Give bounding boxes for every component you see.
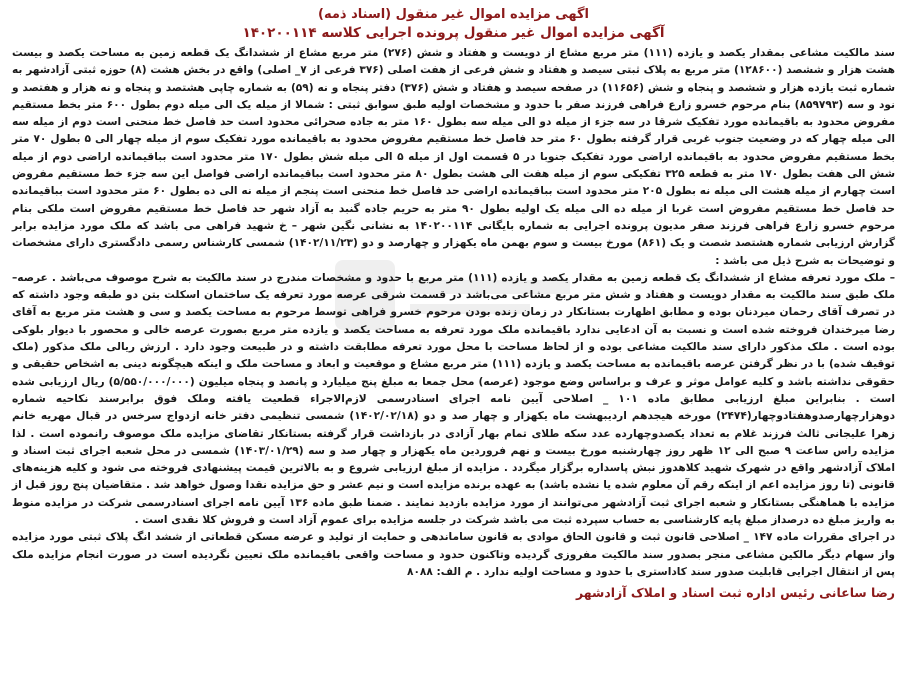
legal-notes-paragraph: در اجرای مقررات ماده ۱۴۷ _ اصلاحی قانون ثبت و قانون الحاق موادی به قانون ساماندهی و حمایت از تولید و عرضه مسکن قطعاتی از ششد انگ پلاک ثبتی مورد مزایده واز سهام دیگر مالکین مشاعی منجر بصدور سند مالکیت مفروزی گردیده وتاکنون حدود و مساحت واقعی باقیمانده ملک تعیین نگردیده است در صورت انجام مزایده ملک پس از انتقال اجرایی قابلیت صدور سند کاداستری با حدود و مساحت اولیه ندارد . م الف: ۸۰۸۸ <box>12 531 895 578</box>
notice-body <box>12 45 895 581</box>
signature: رضا ساعانی رئیس اداره ثبت اسناد و املاک آزادشهر <box>576 585 895 601</box>
notice-title: اگهی مزایده اموال غیر منقول (اسناد ذمه) <box>318 7 589 22</box>
notice-subtitle: آگهی مزایده اموال غیر منقول پرونده اجرایی کلاسه ۱۴۰۲۰۰۱۱۴ <box>242 25 665 41</box>
property-description-paragraph: سند مالکیت مشاعی بمقدار یکصد و یازده (۱۱۱) متر مربع مشاع از دویست و هفتاد و شش (۲۷۶) متر مربع مشاع از ششدانگ یک قطعه زمین به مساحت یکصد و بیست هشت هزار و ششصد (۱۲۸۶۰۰) متر مربع به پلاک ثبتی سیصد و هفتاد و شش فرعی از هفت اصلی (۳۷۶ فرعی از ۷_ اصلی) واقع در بخش هشت (۸) حوزه ثبتی آزادشهر به شماره ثبت یازده هزار و ششصد و پنجاه و شش (۱۱۶۵۶) در صفحه سیصد و هفتاد و شش (۳۷۶) دفتر پنجاه و نه (۵۹) به شماره چاپی هشتصد و پنجاه و نه هزار و هفتصد و نود و سه (۸۵۹۷۹۳) بنام مرحوم خسرو زارع فراهی فرزند صفر با حدود و مشخصات اولیه طبق سوابق ثبتی : شمالا از میله یک الی میله دوم بطول ۶۰۰ متر بخط مستقیم مفروض محدود به باقیمانده مورد تفکیک شرقا در سه جزء از میله دو الی میله سه بطول ۱۶۰ متر به جاده صحرائی محدود است حد فاصل خط منحنی است دوم از میله سه الی میله چهار که در وضعیت جنوب غربی قرار گرفته بطول ۶۰ متر حد فاصل خط مستقیم مفروض محدود به باقیمانده مورد تفکیک سوم از میله چهار الی ۵ بطول ۷۰ متر بخط مستقیم مفروض محدود به باقیمانده اراضی مورد تفکیک جنوبا در ۵ قسمت اول از میله ۵ الی میله شش بطول ۱۷۰ متر محدود است بباقیمانده اراضی دوم از میله شش الی هفت بطول ۱۷۰ متر به قطعه ۳۲۵ تفکیکی سوم از میله هفت الی هشت بطول ۸۰ متر محدود است بباقیمانده اراضی فواصل این سه جزء خط مستقیم مفروض است چهارم از میله هشت الی میله نه بطول ۲۰۵ متر محدود است بباقیمانده اراضی حد فاصل خط منحنی است پنجم از میله نه الی ده بطول ۶۰ متر محدود است بباقیمانده حد فاصل خط مستقیم مفروض است غربا از میله ده الی میله یک اولیه بطول ۹۰ متر به حریم جاده گنبد به آزاد شهر حد فاصل خط مستقیم مفروض است ملکی بنام مرحوم خسرو زارع فراهی فرزند صفر مدیون پرونده اجرایی به شماره بایگانی ۱۴۰۲۰۰۱۱۴ به نشانی نگین شهر – خ شهید فراهی می باشد که ملک مورد مزایده برابر گزارش ارزیابی شماره هشتصد شصت و یک (۸۶۱) مورخ بیست و سوم بهمن ماه یکهزار و چهارصد و دو (۱۴۰۲/۱۱/۲۳) شمسی کارشناس رسمی دادگستری دارای مشخصات و توضیحات به شرح ذیل می باشد : <box>12 47 896 267</box>
appraisal-and-auction-paragraph: – ملک مورد تعرفه مشاع از ششدانگ یک قطعه زمین به مقدار یکصد و یازده (۱۱۱) متر مربع با حدود و مشخصات مندرج در سند مالکیت به شرح موصوف می‌باشد . عرصه– ملک طبق سند مالکیت به مقدار دویست و هفتاد و شش متر مربع مشاعی می‌باشد در قسمت شرقی عرصه مورد تعرفه یک ساختمان اسکلت بتن دو طبقه وجود داشته که در تصرف آقای رحمان میردنان بوده و مطابق اظهارت بستانکار در زمان زنده بودن مرحوم خسرو فراهی توسط مرحوم به مساحت یکصد و سی و هشت متر مربع به آقای رضا میرخندان فروخته شده است و نسبت به آن ادعایی ندارد باقیمانده ملک مورد تعرفه به مساحت یکصد و یازده متر مربع بصورت عرصه خالی و محصور با دیوار بلوکی بوده است . ملک مذکور دارای سند مالکیت مشاعی بوده و از لحاظ مساحت با محل مورد تعرفه مطابقت داشته و در طبیعت وجود دارد . ارزش ریالی ملک مذکور (ملک توقیف شده) با در نظر گرفتن عرصه باقیمانده به مساحت یکصد و یازده (۱۱۱) متر مربع مشاع و موقعیت و ابعاد و مساحت ملک و اینکه هیچگونه دینی به اشخاص حقیقی و حقوقی نداشته باشد و کلیه عوامل موثر و عرف و براساس وضع موجود (عرصه) محل جمعا به مبلغ پنج میلیارد و پانصد و پنجاه میلیون (۵/۵۵۰/۰۰۰/۰۰۰) ریال ارزیابی شده است . بنابراین مبلغ ارزیابی مطابق ماده ۱۰۱ _ اصلاحی آیین نامه اجرای اسنادرسمی لازم‌الاجراء قطعیت یافته وملک فوق برابرسند نکاحیه شماره دوهزارچهارصدوهفتادوچهار(۲۴۷۴) مورخه هیجدهم اردیبهشت ماه یکهزار و چهار صد و دو (۱۴۰۲/۰۲/۱۸) شمسی تنظیمی دفتر خانه ازدواج سرخس در قبال مهریه خانم زهرا علیجانی ثالث فرزند غلام به تعداد یکصدوچهارده عدد سکه طلای تمام بهار آزادی در بازداشت قرار گرفته بستانکار تقاضای مزایده ملک موصوف رانموده است . لذا مزایده راس ساعت ۹ صبح الی ۱۲ ظهر روز چهارشنبه مورخ بیست و نهم فروردین ماه یکهزار و چهار صد و سه (۱۴۰۳/۰۱/۲۹) شمسی در محل شعبه اجرای ثبت اسناد و املاک آزادشهر واقع در شهرک شهید کلاهدوز نبش پاسداره برگزار میگردد . مزایده از مبلغ ارزیابی شروع و به بالاترین قیمت پیشنهادی فروخته می شود و کلیه هزینه‌های قانونی (تا روز مزایده اعم از اینکه رقم آن معلوم شده یا نشده باشد) به عهده برنده مزایده است و نیم عشر و حق مزایده نقدا وصول خواهد شد . متقاضیان پنج روز قبل از مزایده با هماهنگی بستانکار و شعبه اجرای ثبت آزادشهر می‌توانند از مورد مزایده بازدید نمایند . ضمنا طبق ماده ۱۳۶ آیین نامه اجرای اسنادرسمی شرکت در مزایده منوط به واریز مبلغ ده درصداز مبلغ پایه کارشناسی به حساب سپرده ثبت می باشد شرکت در جلسه مزایده برای عموم آزاد است و فروش کلا نقدی است . <box>12 271 896 527</box>
